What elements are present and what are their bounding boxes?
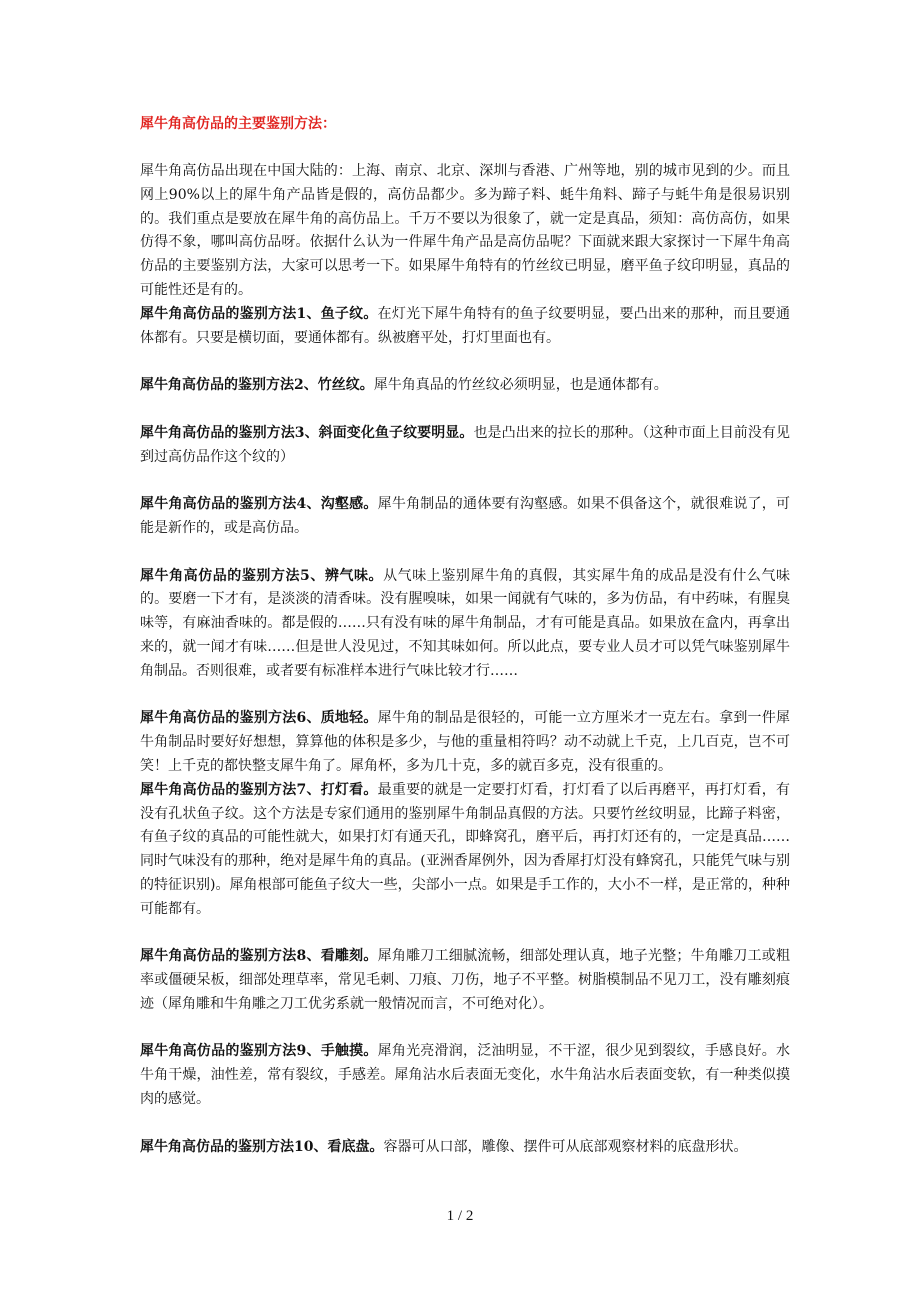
method-10-text: 容器可从口部，雕像、摆件可从底部观察材料的底盘形状。 (383, 1138, 748, 1155)
method-3-text: 也是凸出来的拉长的那种。（这种市面上目前没有见到过高仿品作这个纹的） (140, 424, 790, 465)
method-6-paragraph (140, 707, 790, 778)
method-10-heading: 犀牛角高仿品的鉴别方法10、看底盘。 (140, 1138, 384, 1155)
spacer (140, 541, 790, 565)
method-2-text: 犀牛角真品的竹丝纹必须明显，也是通体都有。 (373, 377, 668, 394)
spacer (140, 398, 790, 422)
method-5-text: 从气味上鉴别犀牛角的真假，其实犀牛角的成品是没有什么气味的。要磨一下才有，是淡淡的清香味。没有腥嗅味，如果一闻就有气味的，多为仿品，有中药味，有腥臭味等，有麻油香味的。都是假的……只有没有味的犀牛角制品，才有可能是真品。如果放在盒内，再拿出来的，就一闻才有味……但是世人没见过，不知其味如何。所以此点，要专业人员才可以凭气味鉴别犀牛角制品。否则很难，或者要有标准样本进行气味比较才行…… (140, 567, 791, 679)
document-title: 犀牛角高仿品的主要鉴别方法： (140, 116, 336, 132)
document-body (140, 112, 790, 1159)
method-1-paragraph (140, 303, 790, 351)
method-4-paragraph (140, 493, 790, 541)
method-8-heading: 犀牛角高仿品的鉴别方法8、看雕刻。 (140, 948, 378, 965)
method-7-heading: 犀牛角高仿品的鉴别方法7、打灯看。 (140, 781, 378, 798)
method-1-text: 在灯光下犀牛角特有的鱼子纹要明显，要凸出来的那种，而且要通体都有。只要是横切面，要通体都有。纵被磨平处，打灯里面也有。 (140, 305, 791, 346)
method-9-text: 犀角光亮滑润，泛油明显，不干涩，很少见到裂纹，手感良好。水牛角干燥，油性差，常有裂纹，手感差。犀角沾水后表面无变化，水牛角沾水后表面变软，有一种类似摸肉的感觉。 (140, 1043, 791, 1108)
spacer (140, 684, 790, 708)
spacer (140, 350, 790, 374)
method-9-paragraph (140, 1040, 790, 1111)
method-2-paragraph (140, 374, 790, 398)
spacer (140, 1112, 790, 1136)
method-5-heading: 犀牛角高仿品的鉴别方法5、辨气味。 (140, 567, 384, 584)
method-7-text: 最重要的就是一定要打灯看，打灯看了以后再磨平，再打灯看，有没有孔状鱼子纹。这个方法是专家们通用的鉴别犀牛角制品真假的方法。只要竹丝纹明显，比蹄子料密，有鱼子纹的真品的可能性就大，如果打灯有通天孔，即蜂窝孔，磨平后，再打灯还有的，一定是真品……同时气味没有的那种，绝对是犀牛角的真品。(亚洲香犀例外，因为香犀打灯没有蜂窝孔，只能凭气味与别的特征识别)。犀角根部可能鱼子纹大一些，尖部小一点。如果是手工作的，大小不一样，是正常的，种种可能都有。 (140, 781, 791, 917)
spacer (140, 1017, 790, 1041)
page-number: 1 / 2 (446, 1208, 474, 1224)
method-5-paragraph (140, 565, 790, 684)
method-8-text: 犀角雕刀工细腻流畅，细部处理认真，地子光整；牛角雕刀工或粗率或僵硬呆板，细部处理草率，常见毛刺、刀痕、刀伤，地子不平整。树脂模制品不见刀工，没有雕刻痕迹（犀角雕和牛角雕之刀工优劣系就一般情况而言，不可绝对化）。 (140, 948, 791, 1012)
intro-paragraph: 犀牛角高仿品出现在中国大陆的：上海、南京、北京、深圳与香港、广州等地，别的城市见到的少。而且网上90%以上的犀牛角产品皆是假的，高仿品都少。多为蹄子料、蚝牛角料、蹄子与蚝牛角是很易识别的。我们重点是要放在犀牛角的高仿品上。千万不要以为很象了，就一定是真品，须知：高仿高仿，如果仿得不象，哪叫高仿品呀。依据什么认为一件犀牛角产品是高仿品呢？下面就来跟大家探讨一下犀牛角高仿品的主要鉴别方法，大家可以思考一下。如果犀牛角特有的竹丝纹已明显，磨平鱼子纹印明显，真品的可能性还是有的。 (140, 163, 790, 298)
method-4-text: 犀牛角制品的通体要有沟壑感。如果不俱备这个，就很难说了，可能是新作的，或是高仿品。 (140, 496, 791, 536)
method-10-paragraph (140, 1136, 790, 1160)
method-2-heading: 犀牛角高仿品的鉴别方法2、竹丝纹。 (140, 377, 374, 394)
spacer (140, 469, 790, 493)
method-3-paragraph (140, 422, 790, 470)
method-6-heading: 犀牛角高仿品的鉴别方法6、质地轻。 (140, 710, 378, 727)
method-9-heading: 犀牛角高仿品的鉴别方法9、手触摸。 (140, 1043, 378, 1060)
spacer (140, 922, 790, 946)
method-3-heading: 犀牛角高仿品的鉴别方法3、斜面变化鱼子纹要明显。 (140, 424, 474, 441)
method-4-heading: 犀牛角高仿品的鉴别方法4、沟壑感。 (140, 496, 378, 513)
method-7-paragraph (140, 779, 790, 922)
method-8-paragraph (140, 945, 790, 1016)
method-6-text: 犀牛角的制品是很轻的，可能一立方厘米才一克左右。拿到一件犀牛角制品时要好好想想，算算他的体积是多少，与他的重量相符吗？动不动就上千克，上几百克，岂不可笑！上千克的都快整支犀牛角了。犀角杯，多为几十克，多的就百多克，没有很重的。 (140, 710, 791, 774)
method-1-heading: 犀牛角高仿品的鉴别方法1、鱼子纹。 (140, 305, 378, 322)
